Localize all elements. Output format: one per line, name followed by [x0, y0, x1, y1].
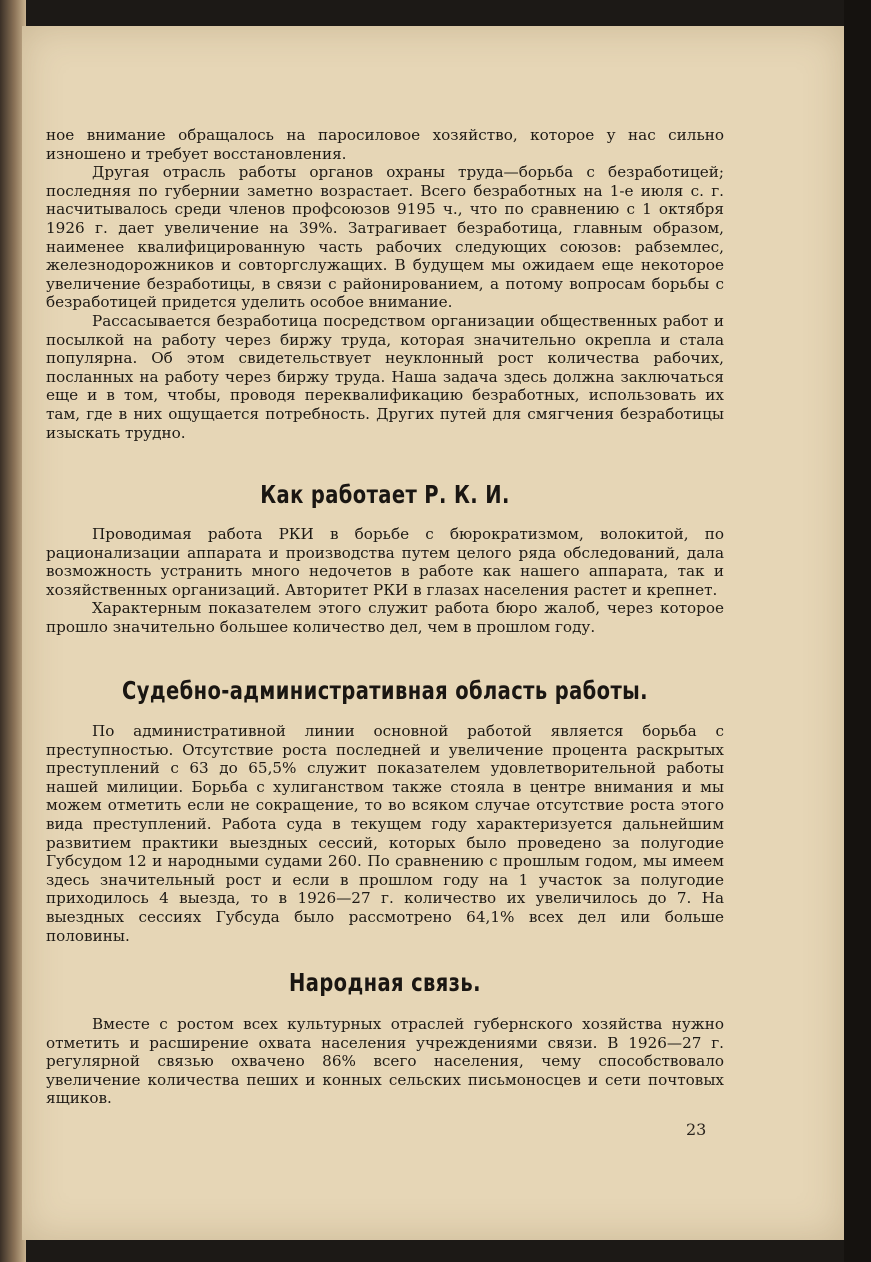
heading-court-administration: Судебно-административная область работы. [122, 676, 648, 705]
heading-rki: Как работает Р. К. И. [260, 480, 510, 509]
paragraph-unemployment: Другая отрасль работы органов охраны труда—борьба с безработицей; последняя по губернии заметно возрастает. Всего безработных на 1-е июля с. г. насчитывалось среди членов профсоюзов 9195 ч., что по сравнению с 1 октября 1926 г. дает увеличение на 39%. Затрагивает безработица, главным образом, наименее квалифицированную часть рабочих следующих союзов: рабземлес, железнодорожников и совторгслужащих. В будущем мы ожидаем еще некоторое увеличение безработицы, в связи с районированием, а потому вопросам борьбы с безработицей придется уделить особое внимание. [46, 163, 724, 312]
court-text-block [46, 722, 724, 945]
scan-background [844, 0, 871, 1262]
paragraph-steam-economy: ное внимание обращалось на паросиловое хозяйство, которое у нас сильно изношено и требует восстановления. [46, 126, 724, 163]
post-text-block [46, 1015, 724, 1108]
paragraph-rki-work: Проводимая работа РКИ в борьбе с бюрократизмом, волокитой, по рационализации аппарата и производства путем целого ряда обследований, дала возможность устранить много недочетов в работе как нашего аппарата, так и хозяйственных организаций. Авторитет РКИ в глазах населения растет и крепнет. [46, 525, 724, 599]
paragraph-public-works: Рассасывается безработица посредством организации общественных работ и посылкой на работу через биржу труда, которая значительно окрепла и стала популярна. Об этом свидетельствует неуклонный рост количества рабочих, посланных на работу через биржу труда. Наша задача здесь должна заключаться еще и в том, чтобы, проводя переквалификацию безработных, использовать их там, где в них ощущается потребность. Других путей для смягчения безработицы изыскать трудно. [46, 311, 724, 442]
heading-public-communication: Народная связь. [289, 968, 481, 997]
intro-text-block [46, 126, 724, 442]
paragraph-crime-fight: По административной линии основной работой является борьба с преступностью. Отсутствие роста последней и увеличение процента раскрытых преступлений с 63 до 65,5% служит показателем удовлетворительной работы нашей милиции. Борьба с хулиганством также стояла в центре внимания и мы можем отметить если не сокращение, то во всяком случае отсутствие роста этого вида преступлений. Работа суда в текущем году характеризуется дальнейшим развитием практики выездных сессий, которых было проведено за полугодие Губсудом 12 и народными судами 260. По сравнению с прошлым годом, мы имеем здесь значительный рост и если в прошлом году на 1 участок за полугодие приходилось 4 выезда, то в 1926—27 г. количество их увеличилось до 7. На выездных сессиях Губсуда было рассмотрено 64,1% всех дел или больше половины. [46, 722, 724, 945]
rki-text-block [46, 525, 724, 637]
page-number: 23 [686, 1120, 707, 1139]
paragraph-complaints-bureau: Характерным показателем этого служит работа бюро жалоб, через которое прошло значительно большее количество дел, чем в прошлом году. [46, 599, 724, 636]
paragraph-communication-coverage: Вместе с ростом всех культурных отраслей губернского хозяйства нужно отметить и расширение охвата населения учреждениями связи. В 1926—27 г. регулярной связью охвачено 86% всего населения, чему способствовало увеличение количества пеших и конных сельских письмоносцев и сети почтовых ящиков. [46, 1015, 724, 1108]
